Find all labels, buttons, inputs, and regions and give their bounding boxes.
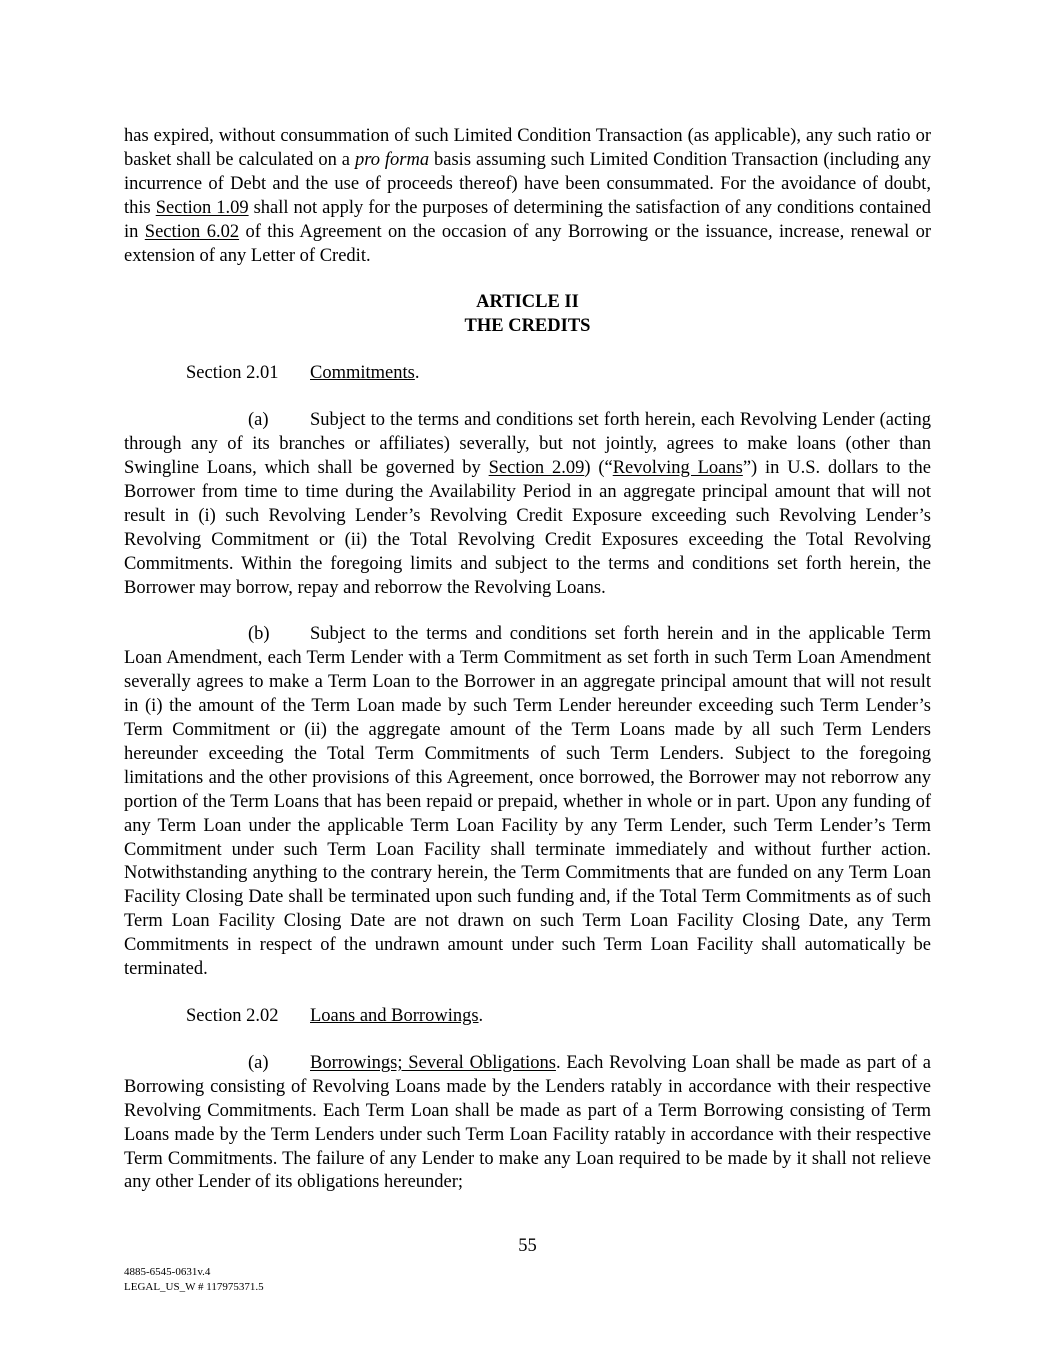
page-number: 55 (518, 1236, 537, 1256)
clause-label: (a) (248, 1052, 269, 1073)
intro-text-2: basis assuming such Limited Condition Transaction (including any incurrence of Debt and the use of proceeds thereof) have been consummated. For the avoidance of doubt, this (124, 149, 932, 218)
section-2-01-b-paragraph (124, 623, 931, 982)
section-number: Section 2.01 (186, 363, 279, 384)
section-2-02-heading (124, 1005, 931, 1029)
section-ref-2-09[interactable]: Section 2.09 (488, 457, 585, 478)
section-ref-6-02[interactable]: Section 6.02 (144, 221, 240, 242)
article-number: ARTICLE II (476, 292, 579, 313)
article-heading (124, 291, 931, 339)
document-page (124, 125, 931, 1195)
document-footer (124, 1265, 264, 1295)
clause-heading: Borrowings; Several Obligations (310, 1052, 556, 1073)
intro-text-4: of this Agreement on the occasion of any Borrowing or the issuance, increase, renewal or extension of any Letter of Credit. (124, 221, 931, 266)
clause-label: (a) (248, 410, 269, 431)
footer-legal-id: LEGAL_US_W # 117975371.5 (124, 1281, 264, 1293)
clause-text-3: ”) in U.S. dollars to the Borrower from time to time during the Availability Period in an aggregate principal amount that will not result in (i) such Revolving Lender’s Revolving Credit Exposure exceeding such Revolving Lender’s Revolving Commitment or (ii) the Total Revolving Credit Exposures exceeding the Total Revolving Commitments. Within the foregoing limits and subject to the terms and conditions set forth herein, the Borrower may borrow, repay and reborrow the Revolving Loans. (124, 457, 931, 598)
section-2-01-heading (124, 362, 931, 386)
clause-text-2: ) (“ (584, 457, 613, 478)
section-2-01-a-paragraph (124, 409, 931, 600)
clause-text: Subject to the terms and conditions set forth herein and in the applicable Term Loan Amendment, each Term Lender with a Term Commitment as set forth in such Term Loan Amendment severally agrees to make a Term Loan to the Borrower in an aggregate principal amount that will not result in (i) the amount of the Term Loan made by such Term Lender hereunder exceeding such Term Lender’s Term Commitment or (ii) the aggregate amount of the Term Loans made by all such Term Lenders hereunder exceeding the Total Term Commitments of such Term Lenders. Subject to the foregoing limitations and the other provisions of this Agreement, once borrowed, the Borrower may not reborrow any portion of the Term Loans that has been repaid or prepaid, whether in whole or in part. Upon any funding of any Term Loan under the applicable Term Loan Facility by any Term Lender, such Term Lender’s Term Commitment under such Term Loan Facility shall terminate immediately and without further action. Notwithstanding anything to the contrary herein, the Term Commitments that are funded on any Term Loan Facility Closing Date shall be terminated upon such funding and, if the Total Term Commitments as of such Term Loan Facility Closing Date are not drawn on such Term Loan Facility Closing Date, any Term Commitments in respect of the undrawn amount under such Term Loan Facility shall automatically be terminated. (124, 624, 931, 980)
clause-text: . Each Revolving Loan shall be made as part of a Borrowing consisting of Revolving Loans made by the Lenders ratably in accordance with their respective Revolving Commitments. Each Term Loan shall be made as part of a Term Borrowing consisting of Term Loans made by the Term Lenders under such Term Loan Facility ratably in accordance with their respective Term Commitments. The failure of any Lender to make any Loan required to be made by it shall not relieve any other Lender of its obligations hereunder; (124, 1052, 931, 1193)
intro-text-1: has expired, without consummation of such Limited Condition Transaction (as applicable), any such ratio or basket shall be calculated on a (124, 126, 931, 170)
section-title: Loans and Borrowings (310, 1006, 479, 1026)
intro-italic: pro forma (354, 149, 430, 170)
clause-text-1: Subject to the terms and conditions set forth herein, each Revolving Lender (acting through any of its branches or affiliates) severally, but not jointly, agrees to make loans (other than Swingline Loans, which shall be governed by (124, 410, 931, 478)
clause-label: (b) (248, 624, 270, 645)
section-title-suffix: . (414, 363, 420, 384)
article-title: THE CREDITS (464, 316, 591, 337)
section-title-suffix: . (478, 1006, 484, 1026)
section-number: Section 2.02 (186, 1006, 279, 1026)
defined-term-revolving-loans: Revolving Loans (612, 457, 743, 478)
footer-doc-id: 4885-6545-0631v.4 (124, 1266, 211, 1278)
section-title: Commitments (310, 363, 415, 384)
section-2-02-a-paragraph (124, 1052, 931, 1195)
intro-paragraph (124, 125, 931, 268)
section-ref-1-09[interactable]: Section 1.09 (155, 197, 249, 218)
intro-text-3: shall not apply for the purposes of determining the satisfaction of any conditions contained in (124, 197, 931, 242)
